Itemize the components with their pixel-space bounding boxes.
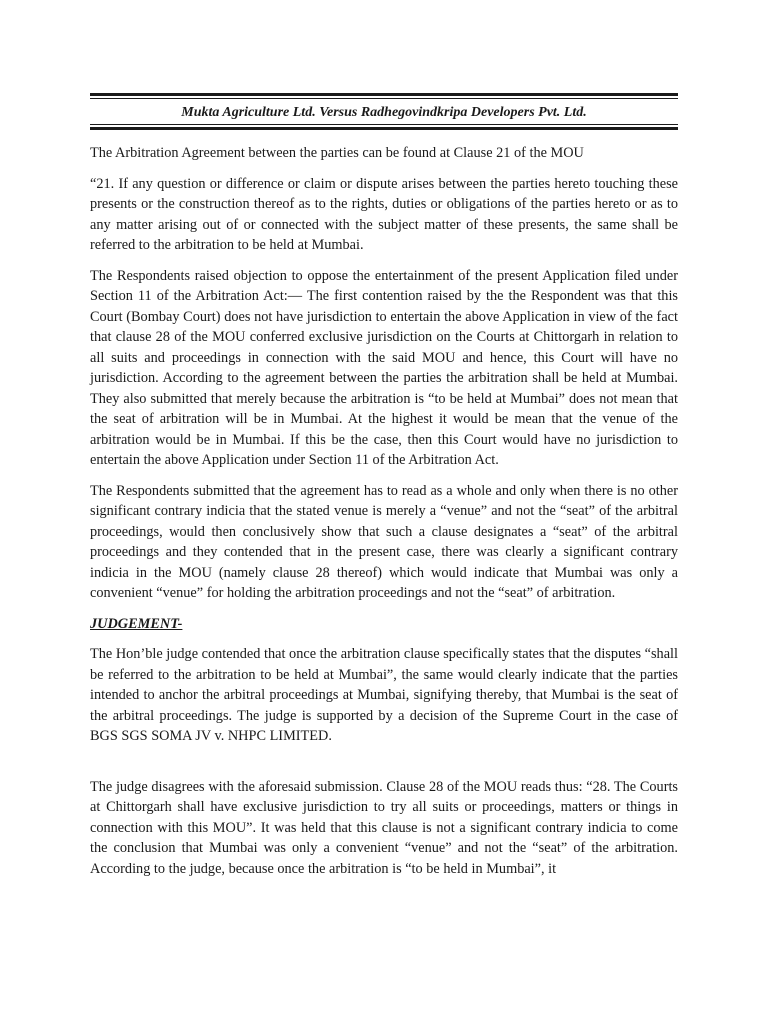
- objection-paragraph: The Respondents raised objection to oppose the entertainment of the present Application filed under Section 11 of the Arbitration Act:— The first contention raised by the the Respondent was that this Court (Bombay Court) does not have jurisdiction to entertain the above Application in view of the fact that clause 28 of the MOU conferred exclusive jurisdiction on the Courts at Chittorgarh in relation to all suits and proceedings in connection with the said MOU and hence, this Court will have no jurisdiction. According to the agreement between the parties the arbitration shall be held at Mumbai. They also submitted that merely because the arbitration is “to be held at Mumbai” does not mean that the seat of arbitration will be in Mumbai. At the highest it would be mean that the venue of the arbitration would be in Mumbai. If this be the case, then this Court would have no jurisdiction to entertain the above Application under Section 11 of the Arbitration Act.: [90, 267, 678, 468]
- intro-paragraph: The Arbitration Agreement between the parties can be found at Clause 21 of the MOU: [90, 145, 584, 161]
- submission-paragraph: The Respondents submitted that the agreement has to read as a whole and only when there is no other significant contrary indicia that the stated venue is merely a “venue” and not the “seat” of the arbitral proceedings, would then conclusively show that such a clause designates a “seat” of the arbitral proceedings and they contended that in the present case, there was clearly a significant contrary indicia in the MOU (namely clause 28 thereof) which would indicate that Mumbai was only a convenient “venue” for holding the arbitration proceedings and not the “seat” of arbitration.: [90, 482, 678, 601]
- judgement-heading: JUDGEMENT-: [90, 615, 183, 632]
- header-bottom-thin-rule: [90, 124, 678, 125]
- clause-21-quote: “21. If any question or difference or claim or dispute arises between the parties hereto touching these presents or the construction thereof as to the rights, duties or obligations of the parties hereto or as to any matter arising out of or connected with the subject matter of these presents, the same shall be referred to the arbitration to be held at Mumbai.: [90, 175, 678, 253]
- header-bottom-rule: [90, 127, 678, 130]
- header-top-rule: [90, 93, 678, 96]
- document-page: [90, 93, 678, 879]
- judgement-paragraph-2: The judge disagrees with the aforesaid submission. Clause 28 of the MOU reads thus: “28. The Courts at Chittorgarh shall have exclusive jurisdiction to try all suits or proceedings, matters or things in connection with this MOU”. It was held that this clause is not a significant contrary indicia to come the conclusion that Mumbai was only a convenient “venue” and not the “seat” of the arbitration. According to the judge, because once the arbitration is “to be held in Mumbai”, it: [90, 778, 678, 877]
- document-title: Mukta Agriculture Ltd. Versus Radhegovindkripa Developers Pvt. Ltd.: [181, 105, 587, 120]
- judgement-paragraph-1: The Hon’ble judge contended that once the arbitration clause specifically states that the disputes “shall be referred to the arbitration to be held at Mumbai”, the same would clearly indicate that the parties intended to anchor the arbitral proceedings at Mumbai, signifying thereby, that Mumbai is the seat of the arbitral proceedings. The judge is supported by a decision of the Supreme Court in the case of BGS SGS SOMA JV v. NHPC LIMITED.: [90, 646, 678, 744]
- header-block: [90, 93, 678, 130]
